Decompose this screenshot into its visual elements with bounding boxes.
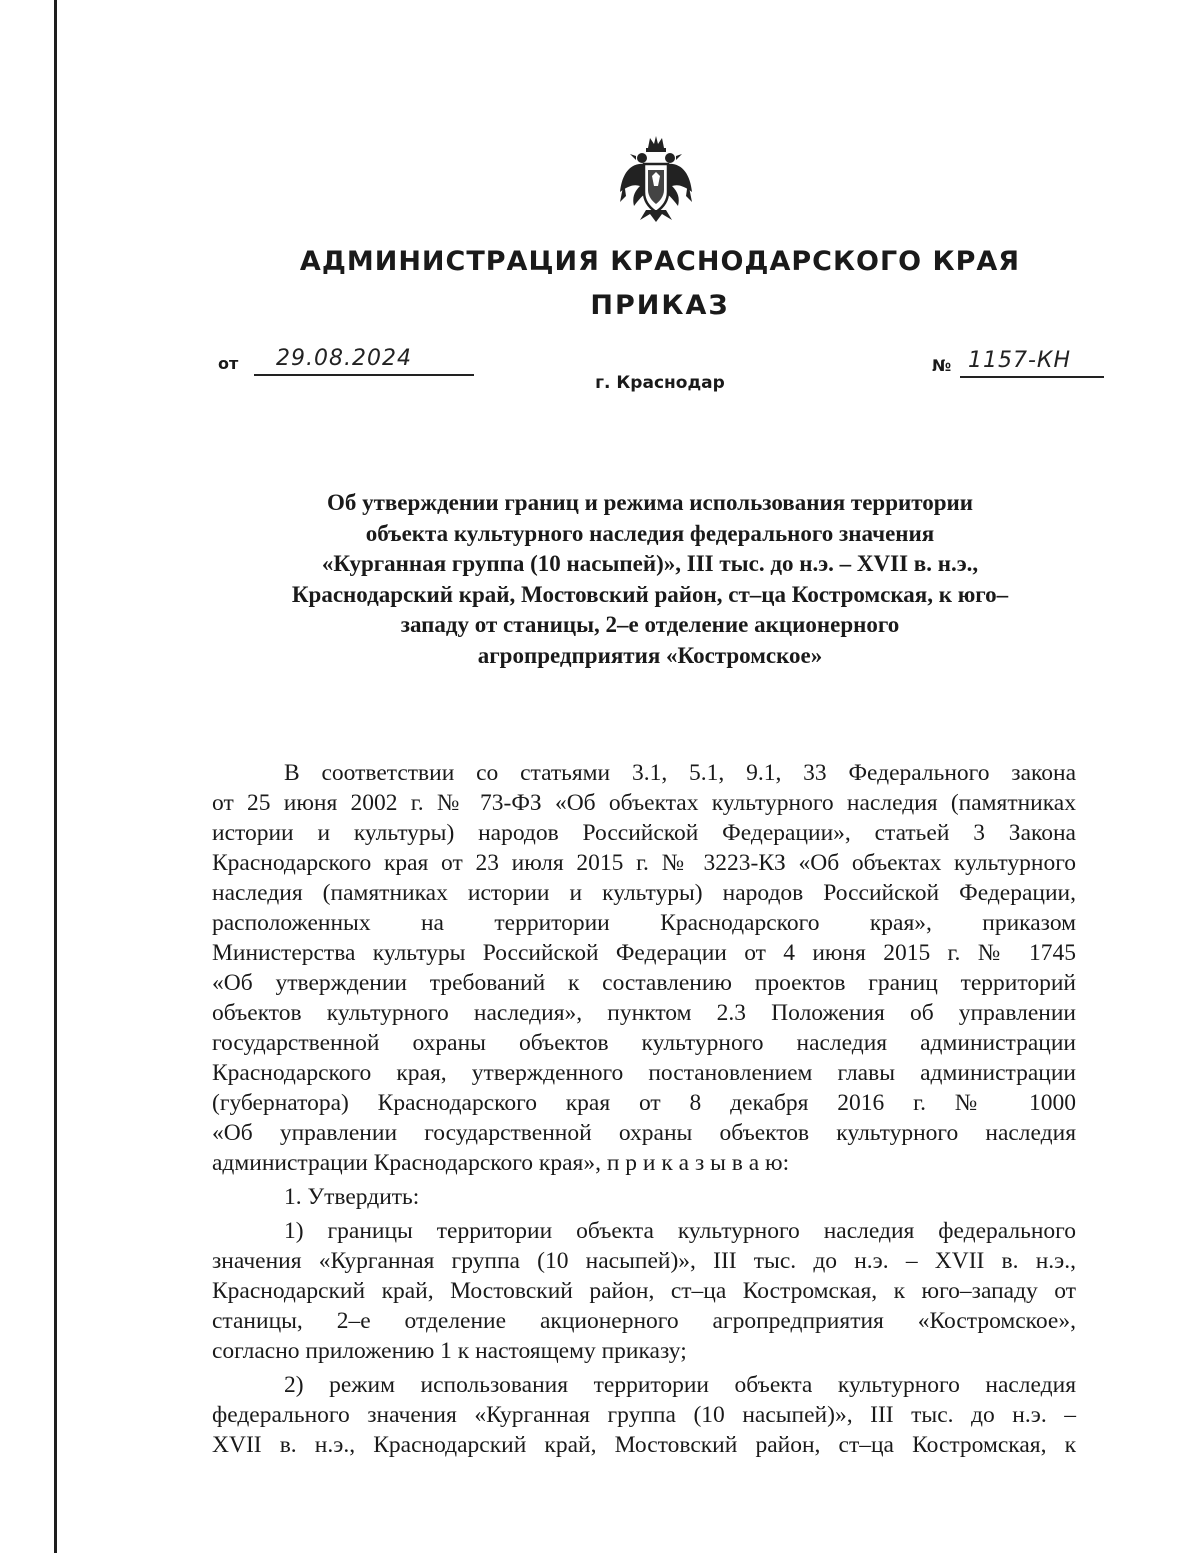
date-underline bbox=[254, 374, 474, 376]
number-underline bbox=[960, 376, 1104, 378]
city-label: г. Краснодар bbox=[595, 373, 725, 393]
document-type-title: ПРИКАЗ bbox=[590, 290, 730, 321]
date-field bbox=[218, 346, 478, 380]
body-line: 2) режим использования территории объекта культурного наследия bbox=[284, 1372, 1076, 1398]
body-line: Министерства культуры Российской Федерации от 4 июня 2015 г. № 1745 bbox=[212, 940, 1076, 966]
order-body bbox=[212, 758, 1076, 1464]
body-line: расположенных на территории Краснодарского края», приказом bbox=[212, 910, 1076, 936]
body-line: Краснодарского края от 23 июля 2015 г. № 3223-КЗ «Об объектах культурного bbox=[212, 850, 1076, 876]
number-field bbox=[932, 346, 1107, 380]
subject-line: объекта культурного наследия федерального значения bbox=[365, 520, 935, 546]
body-line: 1. Утвердить: bbox=[284, 1184, 420, 1210]
body-line: согласно приложению 1 к настоящему приказу; bbox=[212, 1338, 687, 1364]
body-line: истории и культуры) народов Российской Федерации», статьей 3 Закона bbox=[212, 820, 1076, 846]
subject-line: агропредприятия «Костромское» bbox=[477, 642, 823, 668]
body-line: Краснодарский край, Мостовский район, ст–ца Костромская, к юго–западу от bbox=[212, 1278, 1076, 1304]
body-line: 1) границы территории объекта культурного наследия федерального bbox=[284, 1218, 1076, 1244]
body-line: значения «Курганная группа (10 насыпей)», III тыс. до н.э. – XVII в. н.э., bbox=[212, 1248, 1076, 1274]
body-line: администрации Краснодарского края», п р и к а з ы в а ю: bbox=[212, 1150, 790, 1176]
subject-line: Краснодарский край, Мостовский район, ст–ца Костромская, к юго– bbox=[291, 581, 1009, 607]
body-line: наследия (памятниках истории и культуры) народов Российской Федерации, bbox=[212, 880, 1076, 906]
body-line: государственной охраны объектов культурного наследия администрации bbox=[212, 1030, 1076, 1056]
body-line: (губернатора) Краснодарского края от 8 декабря 2016 г. № 1000 bbox=[212, 1090, 1076, 1116]
body-line: федерального значения «Курганная группа (10 насыпей)», III тыс. до н.э. – bbox=[212, 1402, 1076, 1428]
body-line: «Об утверждении требований к составлению проектов границ территорий bbox=[212, 970, 1076, 996]
body-line: XVII в. н.э., Краснодарский край, Мостовский район, ст–ца Костромская, к bbox=[212, 1432, 1076, 1458]
coat-of-arms-icon bbox=[616, 134, 696, 222]
body-line: «Об управлении государственной охраны объектов культурного наследия bbox=[212, 1120, 1076, 1146]
body-line: объектов культурного наследия», пунктом 2.3 Положения об управлении bbox=[212, 1000, 1076, 1026]
order-subject-title bbox=[220, 488, 1080, 671]
subject-line: «Курганная группа (10 насыпей)», III тыс. до н.э. – XVII в. н.э., bbox=[321, 551, 979, 576]
clause-1-heading bbox=[212, 1182, 1076, 1212]
organization-title: АДМИНИСТРАЦИЯ КРАСНОДАРСКОГО КРАЯ bbox=[299, 246, 1021, 277]
clause-1-item-2 bbox=[212, 1370, 1076, 1460]
date-handwritten: 29.08.2024 bbox=[276, 346, 412, 371]
date-prefix: от bbox=[218, 354, 239, 373]
body-line: от 25 июня 2002 г. № 73-ФЗ «Об объектах культурного наследия (памятниках bbox=[212, 790, 1076, 816]
subject-line: Об утверждении границ и режима использования территории bbox=[326, 490, 974, 515]
number-handwritten: 1157-КН bbox=[968, 348, 1072, 373]
body-line: станицы, 2–е отделение акционерного агропредприятия «Костромское», bbox=[212, 1308, 1076, 1334]
preamble-paragraph bbox=[212, 758, 1076, 1178]
number-prefix: № bbox=[932, 356, 952, 375]
body-line: Краснодарского края, утвержденного постановлением главы администрации bbox=[212, 1060, 1076, 1086]
clause-1-item-1 bbox=[212, 1216, 1076, 1366]
scan-edge-line bbox=[54, 0, 57, 1553]
body-line: В соответствии со статьями 3.1, 5.1, 9.1, 33 Федерального закона bbox=[284, 760, 1076, 786]
subject-line: западу от станицы, 2–е отделение акционерного bbox=[400, 612, 900, 637]
